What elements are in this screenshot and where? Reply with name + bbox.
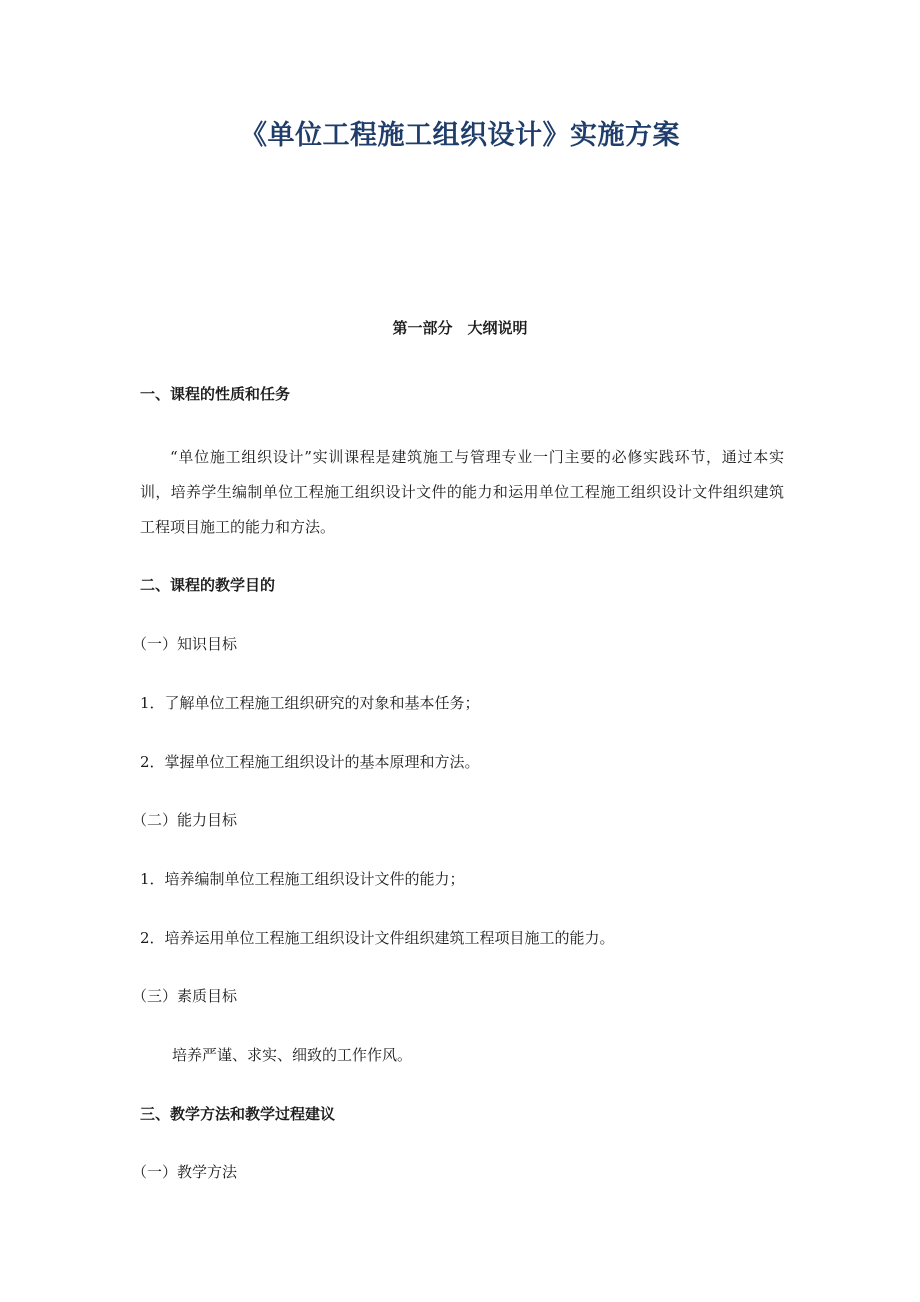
subheading-teaching-method: （一）教学方法 bbox=[132, 1163, 238, 1181]
part-heading: 第一部分 大纲说明 bbox=[392, 319, 528, 337]
document-title: 《单位工程施工组织设计》实施方案 bbox=[240, 120, 680, 151]
section-heading-nature: 一、课程的性质和任务 bbox=[140, 385, 291, 403]
subheading-knowledge: （一）知识目标 bbox=[132, 635, 238, 653]
ability-item-2: 2．培养运用单位工程施工组织设计文件组织建筑工程项目施工的能力。 bbox=[140, 929, 615, 947]
section-heading-methods: 三、教学方法和教学过程建议 bbox=[140, 1105, 336, 1123]
section-heading-purpose: 二、课程的教学目的 bbox=[140, 576, 276, 594]
quality-text: 培养严谨、求实、细致的工作作风。 bbox=[172, 1046, 413, 1064]
subheading-quality: （三）素质目标 bbox=[132, 987, 238, 1005]
knowledge-item-1: 1．了解单位工程施工组织研究的对象和基本任务； bbox=[140, 694, 480, 712]
knowledge-item-2: 2．掌握单位工程施工组织设计的基本原理和方法。 bbox=[140, 753, 480, 771]
ability-item-1: 1．培养编制单位工程施工组织设计文件的能力； bbox=[140, 870, 465, 888]
subheading-ability: （二）能力目标 bbox=[132, 811, 238, 829]
course-description-paragraph: “单位施工组织设计”实训课程是建筑施工与管理专业一门主要的必修实践环节，通过本实训，培养学生编制单位工程施工组织设计文件的能力和运用单位工程施工组织设计文件组织建筑工程项目施工的能力和方法。 bbox=[140, 448, 784, 536]
